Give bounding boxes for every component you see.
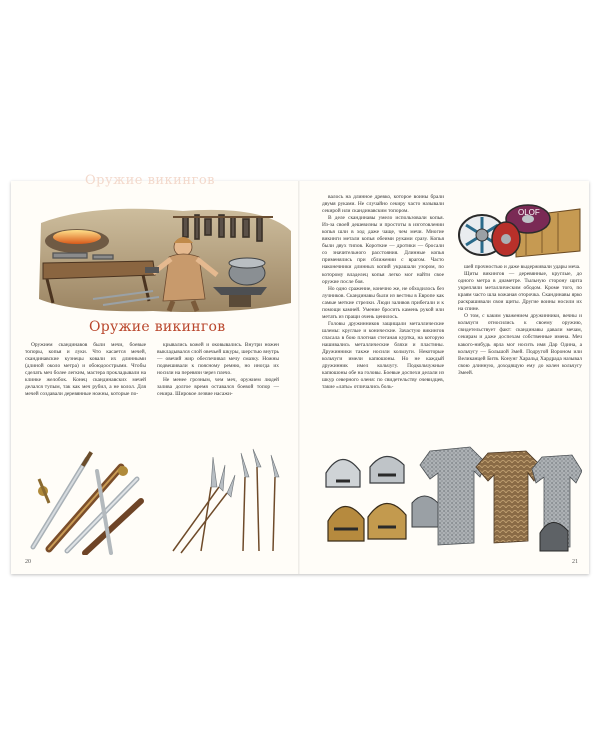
right-text-column-2	[458, 264, 582, 377]
right-text-column-1	[322, 194, 444, 391]
left-page	[11, 173, 300, 574]
paragraph: Не менее грозным, чем меч, оружием людей залива долгое время оставался боевой топор — секира. Широкое лезвие насажи-	[157, 377, 279, 398]
page-number: 20	[25, 559, 31, 565]
paragraph: Головы дружинников защищали металлические шлемы: круглые и конические. Зачастую викингов спасала в бою плотная стеганая куртка, на которую нашивались металлические бляхи и пластины. Дружинники также носили кольчуги. Некоторые кольчуги имели капюшоны. Но не каждый дружинник имел кольчугу. Подкольчужные капюшоны обе на головы. Боевые доспехи делали из шкур северного оленя: по свидетельству очевидцев, такие «латы» отличались боль-	[322, 320, 444, 391]
paragraph: Оружием скандинавов были мечи, боевые топоры, копья и луки. Что касается мечей, скандинавские кузнецы ковали их длинными (длиной около метра) и обоюдоострыми. Чтобы сделать меч более легким, мастера прокладывали на клинке желобок. Конец скандинавских мечей делался тупым, так как меч рубил, а не колол. Для мечей создавали деревянные ножны, которые по-	[25, 342, 146, 398]
helmets-and-mail-illustration	[320, 443, 582, 553]
paragraph: шей прочностью и даже выдерживали удары меча.	[464, 264, 581, 270]
swords-illustration	[27, 449, 145, 555]
faint-title: Оружие викингов	[85, 173, 215, 188]
paragraph: Но одно сражение, конечно же, не обходилось без лучников. Скандинавы были из вестны в Европе как самые меткие стрелки. Люди заливов прибегали и к помощи камней. Умение бросить камень рукой или метать из пращи очень ценилось.	[322, 285, 444, 320]
left-text-column-2	[157, 342, 279, 398]
paragraph: Щиты викингов — деревянные, круглые, до одного метра в диаметре. Тыльную сторону щита укрепляли металлическим ободом. Кроме того, по краям часто шла кожаная оторочка. Скандинавы ярко раскрашивали свои щиты. Другие воины носили их на спине.	[458, 271, 582, 313]
page-number: 21	[572, 559, 578, 565]
book-spread	[11, 173, 589, 574]
shields-illustration	[456, 195, 582, 263]
paragraph: В деле скандинавы умело использовали копья. Из-за своей дешевизны и простоты в изготовлении копья шли в ход даже чаще, чем мечи. Многие викинги метали копья обеими руками сразу. Копья были двух типов. Короткие — дротики — бросали со значительного расстояния. Длинные копья применялись при сближении с врагом. Часто наконечники длинных копий украшали узором, по которому владелец копья легко мог найти свое оружие после боя.	[322, 215, 444, 285]
right-page	[300, 181, 589, 574]
left-text-column-1	[25, 342, 146, 398]
paragraph: крывались кожей и оковывались. Внутри ножен выкладывался слой овечьей шкуры, шерстью внутрь — овечий жир обеспечивал мечу смазку. Ножны подвешивали к поясному ремню, но иногда их носили на перевязи через плечо.	[157, 342, 279, 377]
page-title: Оружие викингов	[89, 319, 226, 335]
blacksmith-illustration	[33, 203, 295, 315]
spears-illustration	[161, 447, 291, 555]
paragraph: валось на длинное древко, которое воины брали двумя руками. Не случайно секиру часто называли секирой или скандинавским топором.	[322, 194, 444, 215]
paragraph: О том, с каким уважением дружинники, вечны и кольчуги относились к своему оружию, свидетельствует факт: скандинавы давали мечам, секирам и даже доспехам собственные имена. Меч какого-нибудь ярла мог носить имя Дар Одина, а кольчугу — Большой Змей. Подругой Вороном или Великанцей Битв. Конунг Харальд Хардрада называл свою длинную, доходящую ему до колен кольчугу Змеей.	[458, 313, 582, 376]
shield-inscription: OLOF	[518, 208, 540, 217]
